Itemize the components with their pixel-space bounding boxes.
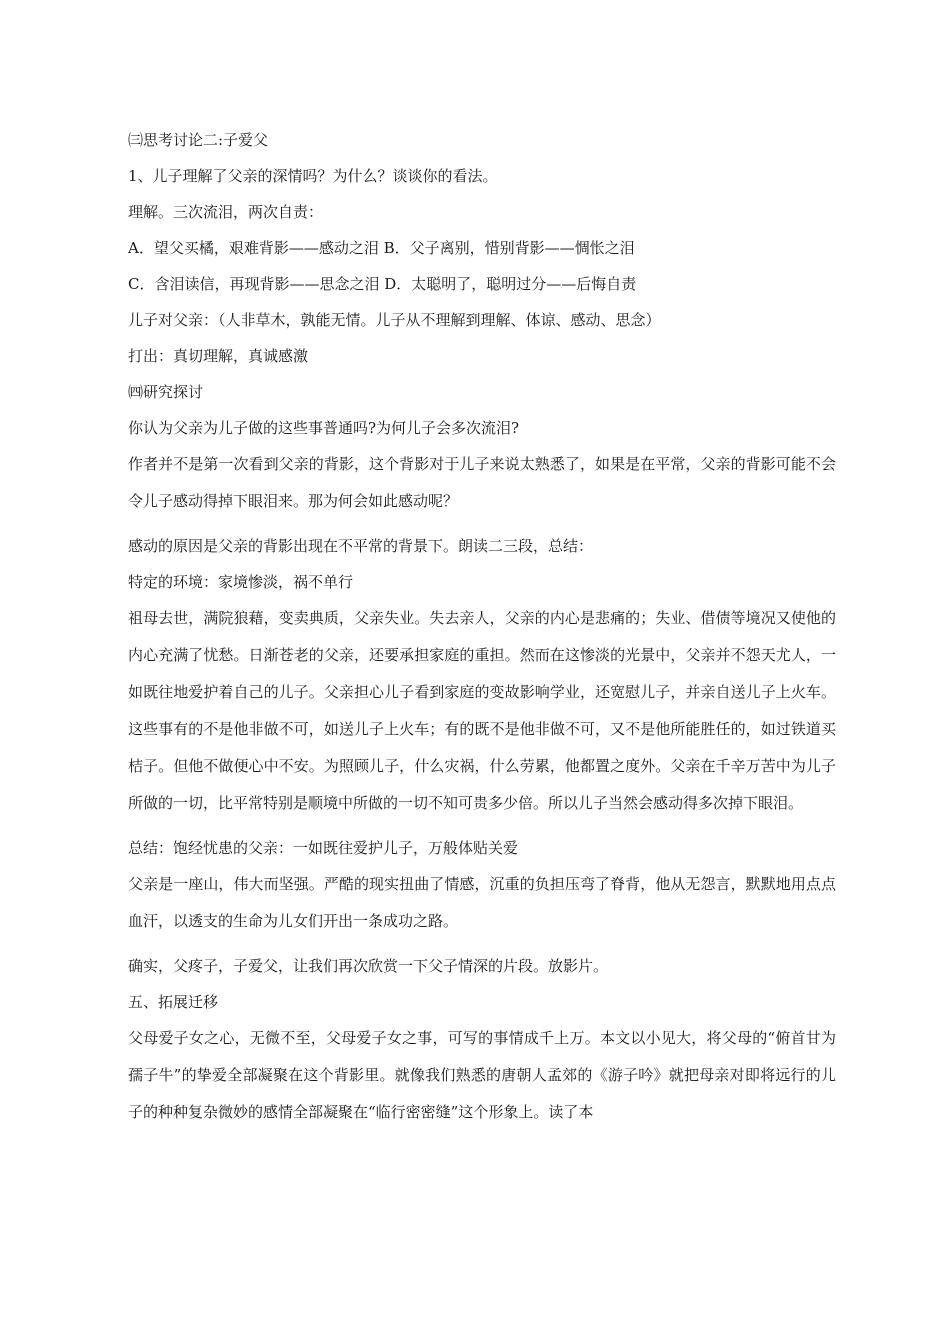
cause-line: 感动的原因是父亲的背影出现在不平常的背景下。朗读二三段，总结： <box>128 537 594 555</box>
tears-cd: C．含泪读信，再现背影——思念之泪 D．太聪明了，聪明过分——后悔自责 <box>128 275 637 293</box>
section-heading-extension: 五、拓展迁移 <box>128 993 219 1011</box>
answer-line: 理解。三次流泪，两次自责： <box>128 203 324 221</box>
indeed-line: 确实，父疼子，子爱父，让我们再次欣赏一下父子情深的片段。放影片。 <box>128 957 609 975</box>
document-page <box>128 130 836 1147</box>
son-to-father: 儿子对父亲：（人非草木，孰能无情。儿子从不理解到理解、体谅、感动、思念） <box>128 311 661 329</box>
question-1: 1、儿子理解了父亲的深情吗？为什么？谈谈你的看法。 <box>128 167 498 185</box>
paragraph-father-mountain: 父亲是一座山，伟大而坚强。严酷的现实扭曲了情感，沉重的负担压弯了脊背，他从无怨言，默默地用点点血汗，以透支的生命为儿女们开出一条成功之路。 <box>128 875 836 930</box>
paragraph-family-hardship: 祖母去世，满院狼藉，变卖典质，父亲失业。失去亲人，父亲的内心是悲痛的；失业、借债等境况又使他的内心充满了忧愁。日渐苍老的父亲，还要承担家庭的重担。然而在这惨淡的光景中，父亲并不怨天尤人，一如既往地爱护着自己的儿子。父亲担心儿子看到家庭的变故影响学业，还宽慰儿子，并亲自送儿子上火车。这些事有的不是他非做不可，如送儿子上火车；有的既不是他非做不可，又不是他所能胜任的，如过铁道买桔子。但他不做便心中不安。为照顾儿子，什么灾祸，什么劳累，他都置之度外。父亲在千辛万苦中为儿子所做的一切，比平常特别是顺境中所做的一切不知可贵多少倍。所以儿子当然会感动得多次掉下眼泪。 <box>128 609 836 812</box>
research-question: 你认为父亲为儿子做的这些事普通吗?为何儿子会多次流泪? <box>128 419 520 437</box>
summary-line: 总结：饱经忧患的父亲：一如既往爱护儿子，万般体贴关爱 <box>128 839 519 857</box>
tears-ab: A．望父买橘，艰难背影——感动之泪 B．父子离别，惜别背影——惆怅之泪 <box>128 239 635 257</box>
environment-line: 特定的环境：家境惨淡，祸不单行 <box>128 573 354 591</box>
paragraph-parents-love: 父母爱子女之心，无微不至，父母爱子女之事，可写的事情成千上万。本文以小见大，将父母的“俯首甘为孺子牛”的挚爱全部凝聚在这个背影里。就像我们熟悉的唐朝人孟郊的《游子吟》就把母亲对即将远行的儿子的种种复杂微妙的感情全部凝聚在“临行密密缝”这个形象上。读了本 <box>128 1029 836 1121</box>
section-heading-research: ㈣研究探讨 <box>128 383 204 401</box>
section-heading-discussion: ㈢思考讨论二:子爱父 <box>128 131 269 149</box>
paragraph-familiar-back: 作者并不是第一次看到父亲的背影，这个背影对于儿子来说太熟悉了，如果是在平常，父亲的背影可能不会令儿子感动得掉下眼泪来。那为何会如此感动呢？ <box>128 455 836 510</box>
display-text: 打出：真切理解，真诚感激 <box>128 347 309 365</box>
